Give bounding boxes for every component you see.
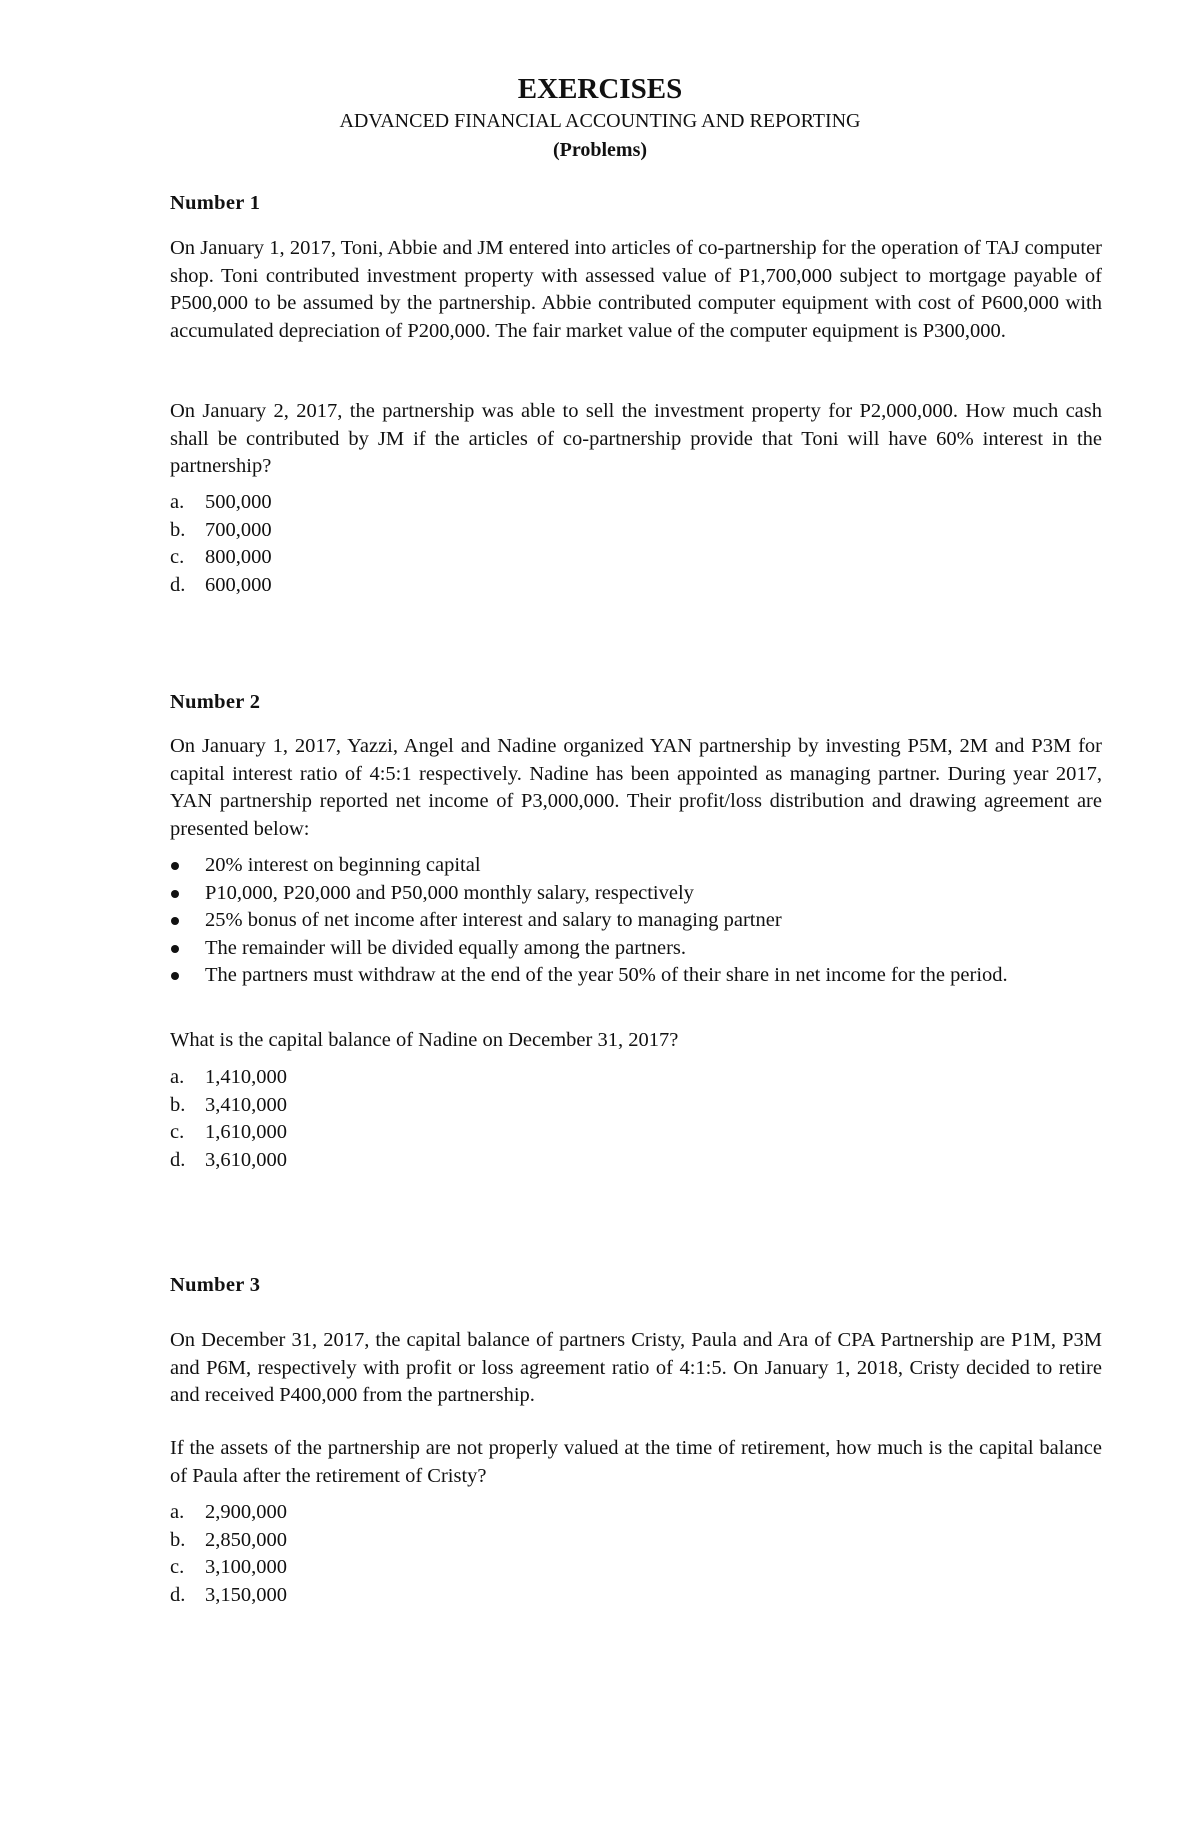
choice-item	[170, 1147, 287, 1175]
problem-2-bullets	[170, 852, 1102, 990]
choice-item	[170, 1554, 287, 1582]
choice-text: 600,000	[205, 573, 272, 596]
bullet-item	[170, 935, 1102, 963]
choice-item	[170, 1527, 287, 1555]
choice-letter: a.	[170, 491, 185, 513]
choice-item	[170, 1582, 287, 1610]
choice-letter: d.	[170, 1148, 186, 1171]
choice-text: 500,000	[205, 491, 272, 513]
choice-text: 3,410,000	[205, 1093, 287, 1116]
problem-1-choices	[170, 489, 272, 599]
bullet-dot-icon	[170, 907, 205, 935]
problem-2-paragraph-1: On January 1, 2017, Yazzi, Angel and Nadine organized YAN partnership by investing P5M, 2M and P3M for capital interest ratio of 4:5:1 respectively. Nadine has been appointed as managing partner. During year 2017, YAN partnership reported net income of P3,000,000. Their profit/loss distribution and drawing agreement are presented below:	[170, 735, 1102, 840]
page-subtitle: ADVANCED FINANCIAL ACCOUNTING AND REPORTING	[339, 110, 861, 132]
choice-letter: d.	[170, 573, 186, 596]
choice-letter: a.	[170, 1066, 185, 1088]
choice-letter: d.	[170, 1583, 186, 1606]
problem-2-heading: Number 2	[170, 691, 261, 713]
choice-item	[170, 1092, 287, 1120]
bullet-item	[170, 880, 1102, 908]
page-subtitle-problems: (Problems)	[552, 139, 648, 161]
choice-text: 700,000	[205, 518, 272, 541]
problem-1-paragraph-2: On January 2, 2017, the partnership was able to sell the investment property for P2,000,000. How much cash shall be contributed by JM if the articles of co-partnership provide that Toni will have 60% interest in the partnership?	[170, 400, 1102, 477]
choice-text: 3,610,000	[205, 1148, 287, 1171]
choice-item	[170, 572, 272, 600]
choice-item	[170, 1119, 287, 1147]
choice-letter: a.	[170, 1501, 185, 1523]
bullet-item	[170, 962, 1102, 990]
choice-text: 800,000	[205, 546, 272, 568]
problem-1-paragraph-1: On January 1, 2017, Toni, Abbie and JM entered into articles of co-partnership for the operation of TAJ computer shop. Toni contributed investment property with assessed value of P1,700,000 subject to mortgage payable of P500,000 to be assumed by the partnership. Abbie contributed computer equipment with cost of P600,000 with accumulated depreciation of P200,000. The fair market value of the computer equipment is P300,000.	[170, 237, 1102, 342]
choice-text: 3,150,000	[205, 1583, 287, 1606]
page-title: EXERCISES	[517, 73, 683, 105]
choice-text: 2,900,000	[205, 1501, 287, 1523]
bullet-text: P10,000, P20,000 and P50,000 monthly salary, respectively	[205, 881, 694, 904]
problem-2-choices	[170, 1064, 287, 1174]
problem-3-choices	[170, 1499, 287, 1609]
choice-text: 2,850,000	[205, 1528, 287, 1551]
bullet-dot-icon	[170, 852, 205, 880]
choice-text: 1,410,000	[205, 1066, 287, 1088]
problem-2-question: What is the capital balance of Nadine on December 31, 2017?	[170, 1029, 679, 1051]
choice-item	[170, 1499, 287, 1527]
choice-item	[170, 517, 272, 545]
choice-text: 3,100,000	[205, 1556, 287, 1578]
choice-letter: c.	[170, 1121, 185, 1143]
bullet-dot-icon	[170, 935, 205, 963]
choice-text: 1,610,000	[205, 1121, 287, 1143]
bullet-item	[170, 852, 1102, 880]
bullet-text: 20% interest on beginning capital	[205, 854, 481, 876]
choice-item	[170, 489, 272, 517]
bullet-item	[170, 907, 1102, 935]
choice-item	[170, 544, 272, 572]
bullet-text: 25% bonus of net income after interest and salary to managing partner	[205, 909, 782, 931]
bullet-dot-icon	[170, 880, 205, 908]
choice-letter: b.	[170, 1528, 186, 1551]
choice-letter: c.	[170, 546, 185, 568]
bullet-dot-icon	[170, 962, 205, 990]
problem-3-heading: Number 3	[170, 1274, 261, 1296]
choice-letter: b.	[170, 518, 186, 541]
problem-1-heading: Number 1	[170, 192, 261, 214]
bullet-text: The partners must withdraw at the end of the year 50% of their share in net income for the period.	[205, 964, 1008, 986]
problem-3-paragraph-2: If the assets of the partnership are not properly valued at the time of retirement, how much is the capital balance of Paula after the retirement of Cristy?	[170, 1437, 1102, 1487]
problem-3-paragraph-1: On December 31, 2017, the capital balance of partners Cristy, Paula and Ara of CPA Partnership are P1M, P3M and P6M, respectively with profit or loss agreement ratio of 4:1:5. On January 1, 2018, Cristy decided to retire and received P400,000 from the partnership.	[170, 1329, 1102, 1406]
choice-item	[170, 1064, 287, 1092]
bullet-text: The remainder will be divided equally among the partners.	[205, 936, 687, 959]
choice-letter: b.	[170, 1093, 186, 1116]
choice-letter: c.	[170, 1556, 185, 1578]
